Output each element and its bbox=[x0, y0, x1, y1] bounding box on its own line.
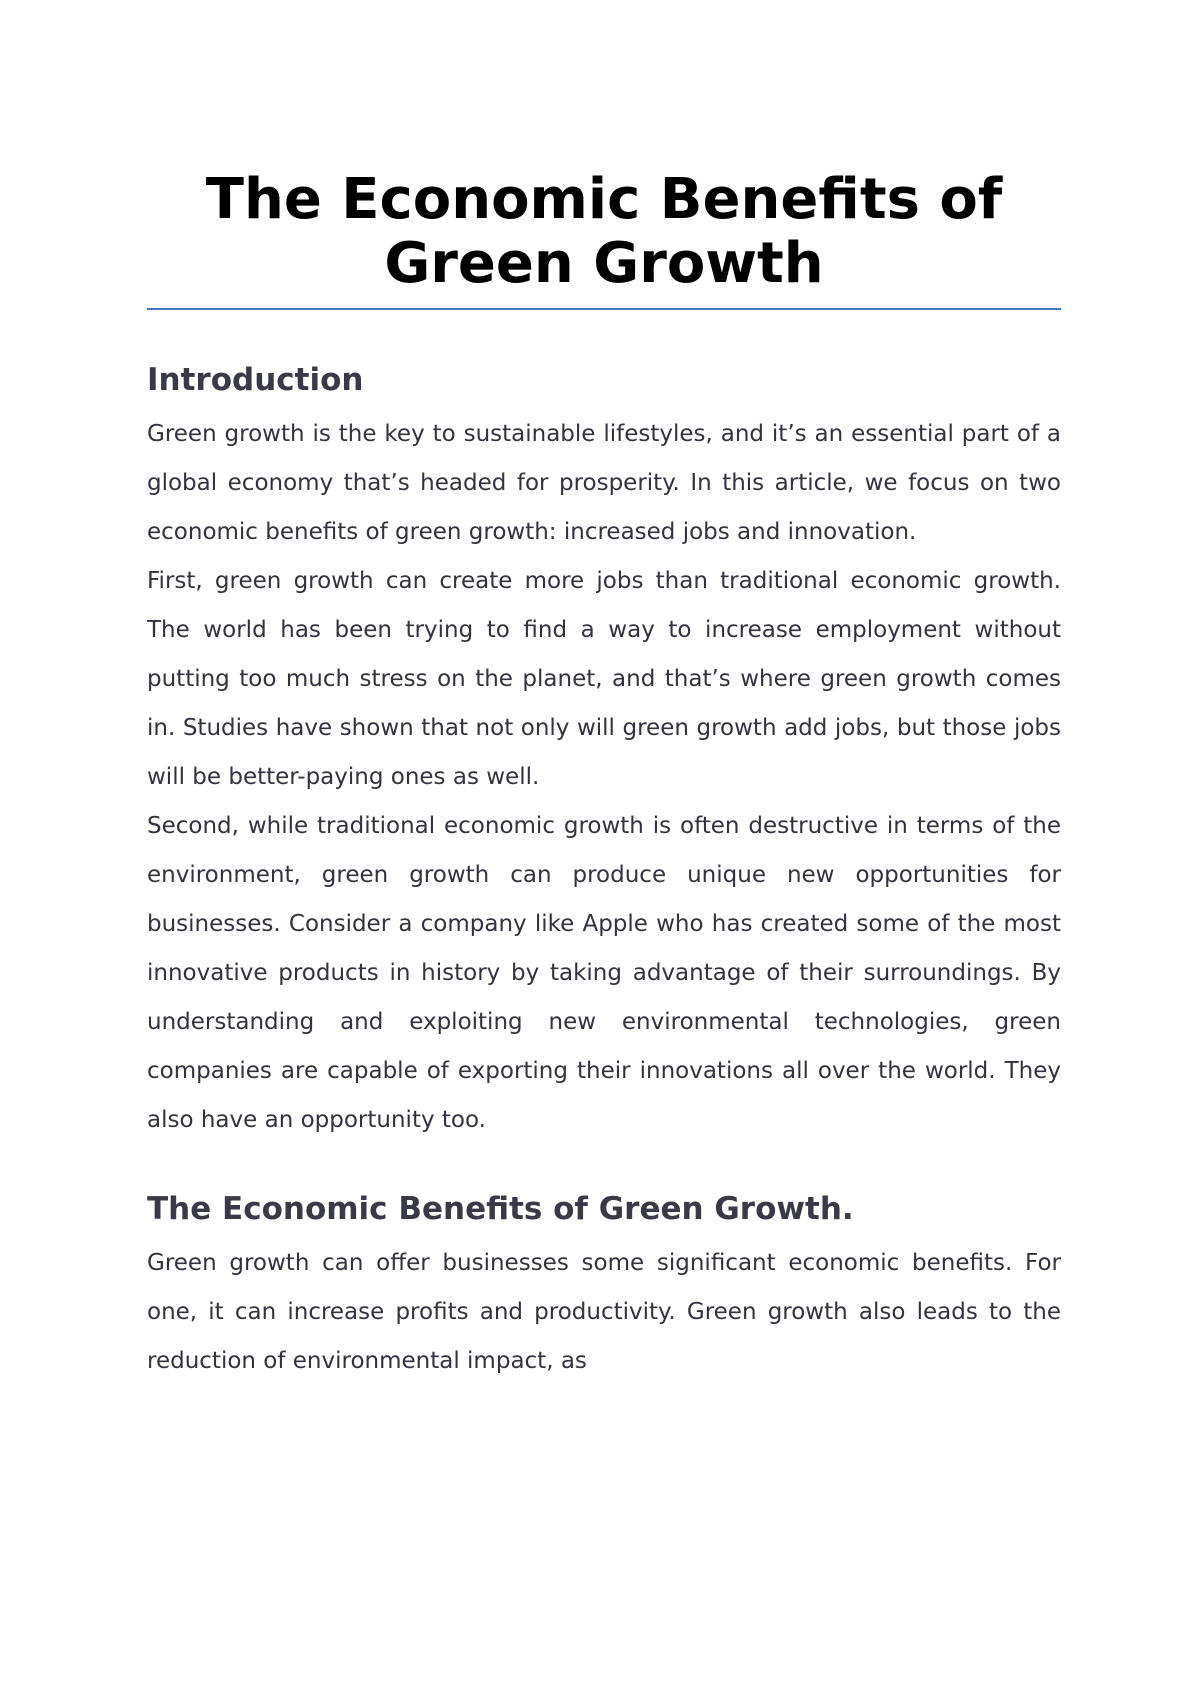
intro-paragraph-1: Green growth is the key to sustainable lifestyles, and it’s an essential part of a global economy that’s headed for prosperity. In this article, we focus on two economic benefits of green growth: increased jobs and innovation. bbox=[147, 421, 1061, 545]
title-divider bbox=[147, 308, 1061, 310]
section-heading-introduction: Introduction bbox=[147, 362, 364, 398]
page-title: The Economic Benefits of Green Growth bbox=[205, 167, 1003, 296]
section-heading-economic-benefits: The Economic Benefits of Green Growth. bbox=[147, 1191, 854, 1227]
document-page bbox=[147, 168, 1061, 1386]
intro-paragraph-3: Second, while traditional economic growth is often destructive in terms of the environment, green growth can produce unique new opportunities for businesses. Consider a company like Apple who has created some of the most innovative products in history by taking advantage of their surroundings. By understanding and exploiting new environmental technologies, green companies are capable of exporting their innovations all over the world. They also have an opportunity too. bbox=[147, 813, 1061, 1133]
intro-paragraph-2: First, green growth can create more jobs than traditional economic growth. The world has been trying to find a way to increase employment without putting too much stress on the planet, and that’s where green growth comes in. Studies have shown that not only will green growth add jobs, but those jobs will be better-paying ones as well. bbox=[147, 568, 1061, 790]
benefits-paragraph-1: Green growth can offer businesses some significant economic benefits. For one, it can increase profits and productivity. Green growth also leads to the reduction of environmental impact, as bbox=[147, 1250, 1061, 1374]
